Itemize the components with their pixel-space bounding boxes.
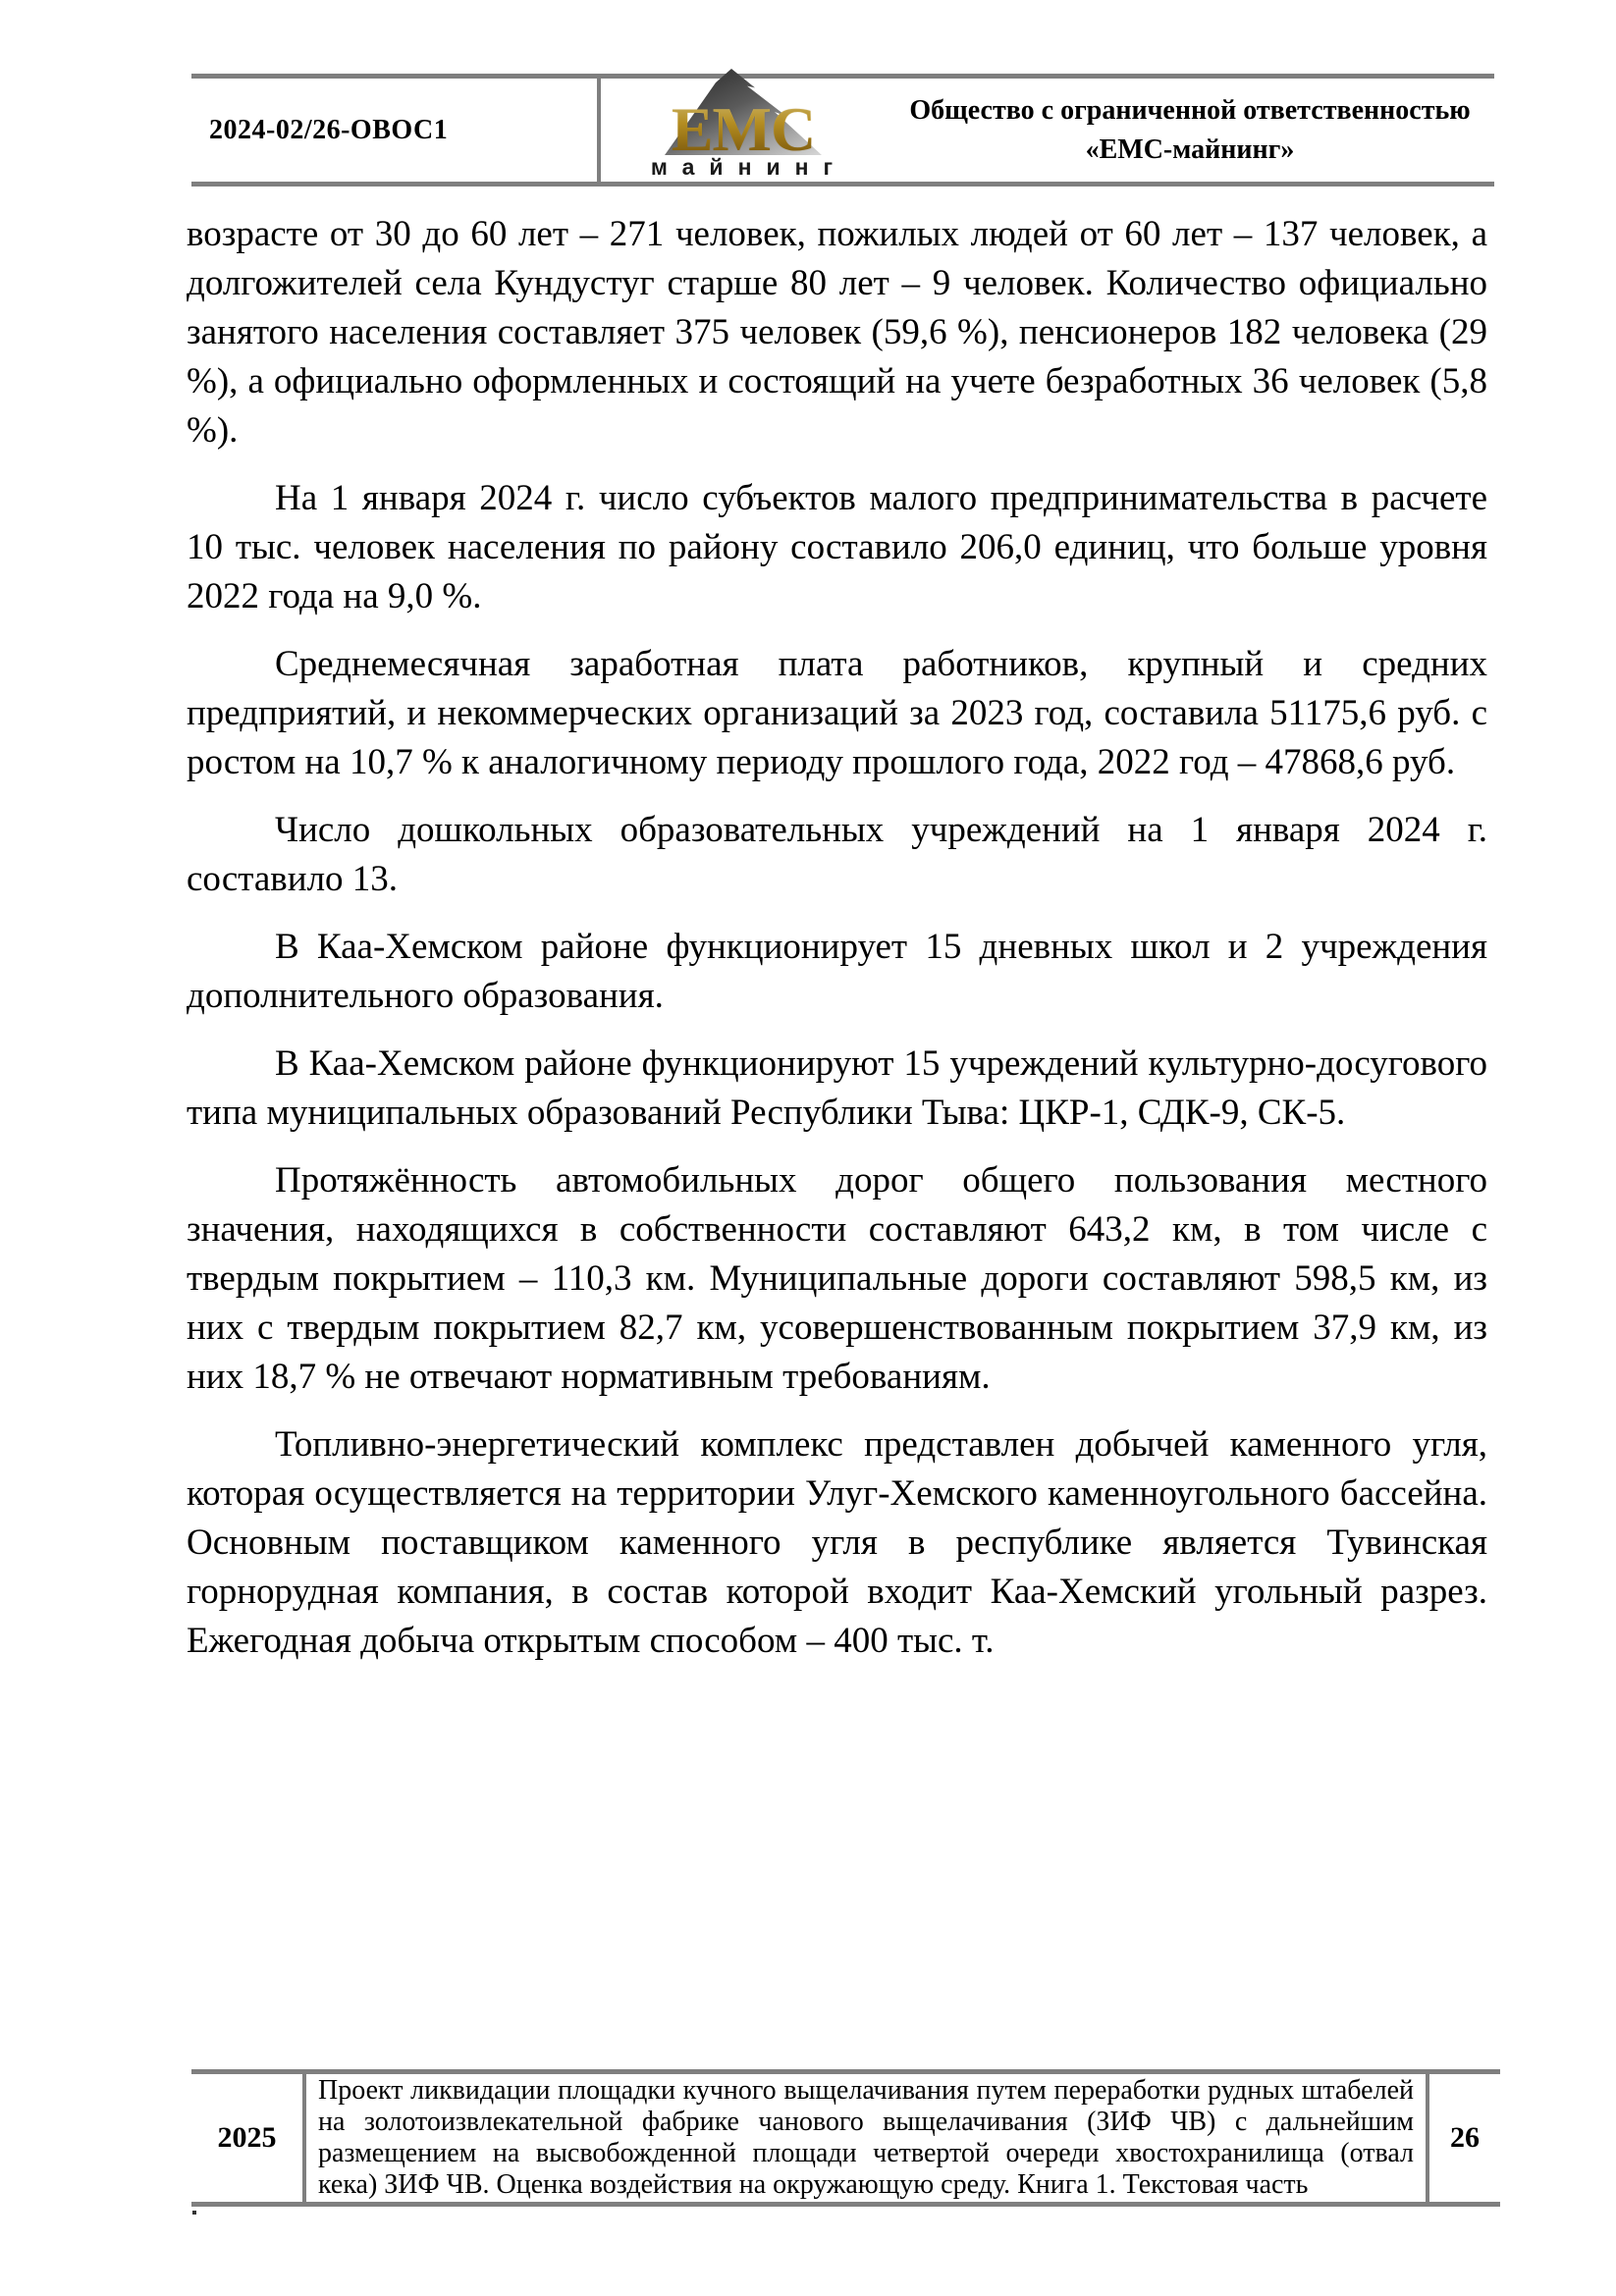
- footer-year-cell: [191, 2074, 306, 2202]
- body-paragraph: На 1 января 2024 г. число субъектов малого предпринимательства в расчете 10 тыс. человек населения по району составило 206,0 единиц, что больше уровня 2022 года на 9,0 %.: [187, 478, 1487, 616]
- header-company-cell: [886, 79, 1494, 182]
- logo-brand-text: ЕМС: [606, 98, 881, 161]
- body-paragraph: возрасте от 30 до 60 лет – 271 человек, пожилых людей от 60 лет – 137 человек, а долгожителей села Кундустуг старше 80 лет – 9 человек. Количество официально занятого населения составляет 375 человек (59,6 %), пенсионеров 182 человека (29 %), а официально оформленных и состоящий на учете безработных 36 человек (5,8 %).: [187, 214, 1487, 451]
- footer-project-cell: [306, 2074, 1426, 2202]
- body-paragraph: В Каа-Хемском районе функционируют 15 учреждений культурно-досугового типа муниципальных образований Республики Тыва: ЦКР-1, СДК-9, СК-5.: [187, 1043, 1487, 1133]
- document-body: [187, 210, 1487, 1684]
- page-number: 26: [1450, 2121, 1480, 2154]
- body-paragraph: Среднемесячная заработная плата работников, крупный и средних предприятий, и некоммерческих организаций за 2023 год, составила 51175,6 руб. с ростом на 10,7 % к аналогичному периоду прошлого года, 2022 год – 47868,6 руб.: [187, 644, 1487, 782]
- footer-page-cell: [1426, 2074, 1500, 2202]
- logo-subtitle-text: майнинг: [650, 154, 848, 180]
- page-header: [191, 74, 1494, 187]
- company-logo: [606, 80, 881, 181]
- header-logo-cell: [601, 79, 886, 182]
- header-doc-number-cell: [191, 79, 601, 182]
- footer-year: 2025: [217, 2121, 277, 2154]
- document-number: 2024-02/26-ОВОС1: [209, 114, 449, 145]
- page-footer: [191, 2069, 1500, 2207]
- company-name-line2: «ЕМС-майнинг»: [1085, 133, 1295, 165]
- company-name-line1: Общество с ограниченной ответственностью: [909, 94, 1471, 126]
- body-paragraph: Топливно-энергетический комплекс представлен добычей каменного угля, которая осуществляется на территории Улуг-Хемского каменноугольного бассейна. Основным поставщиком каменного угля в республике является Тувинская горнорудная компания, в состав которой входит Каа-Хемский угольный разрез. Ежегодная добыча открытым способом – 400 тыс. т.: [187, 1424, 1487, 1661]
- body-paragraph: Число дошкольных образовательных учреждений на 1 января 2024 г. составило 13.: [187, 810, 1487, 899]
- stray-mark: [192, 2211, 196, 2215]
- body-paragraph: Протяжённость автомобильных дорог общего пользования местного значения, находящихся в собственности составляют 643,2 км, в том числе с твердым покрытием – 110,3 км. Муниципальные дороги составляют 598,5 км, из них с твердым покрытием 82,7 км, усовершенствованным покрытием 37,9 км, из них 18,7 % не отвечают нормативным требованиям.: [187, 1160, 1487, 1397]
- body-paragraph: В Каа-Хемском районе функционирует 15 дневных школ и 2 учреждения дополнительного образования.: [187, 927, 1487, 1016]
- footer-project-description: Проект ликвидации площадки кучного выщелачивания путем переработки рудных штабелей на золотоизвлекательной фабрике чанового выщелачивания (ЗИФ ЧВ) с дальнейшим размещением на высвобожденной площади четвертой очереди хвостохранилища (отвал кека) ЗИФ ЧВ. Оценка воздействия на окружающую среду. Книга 1. Текстовая часть: [318, 2075, 1414, 2200]
